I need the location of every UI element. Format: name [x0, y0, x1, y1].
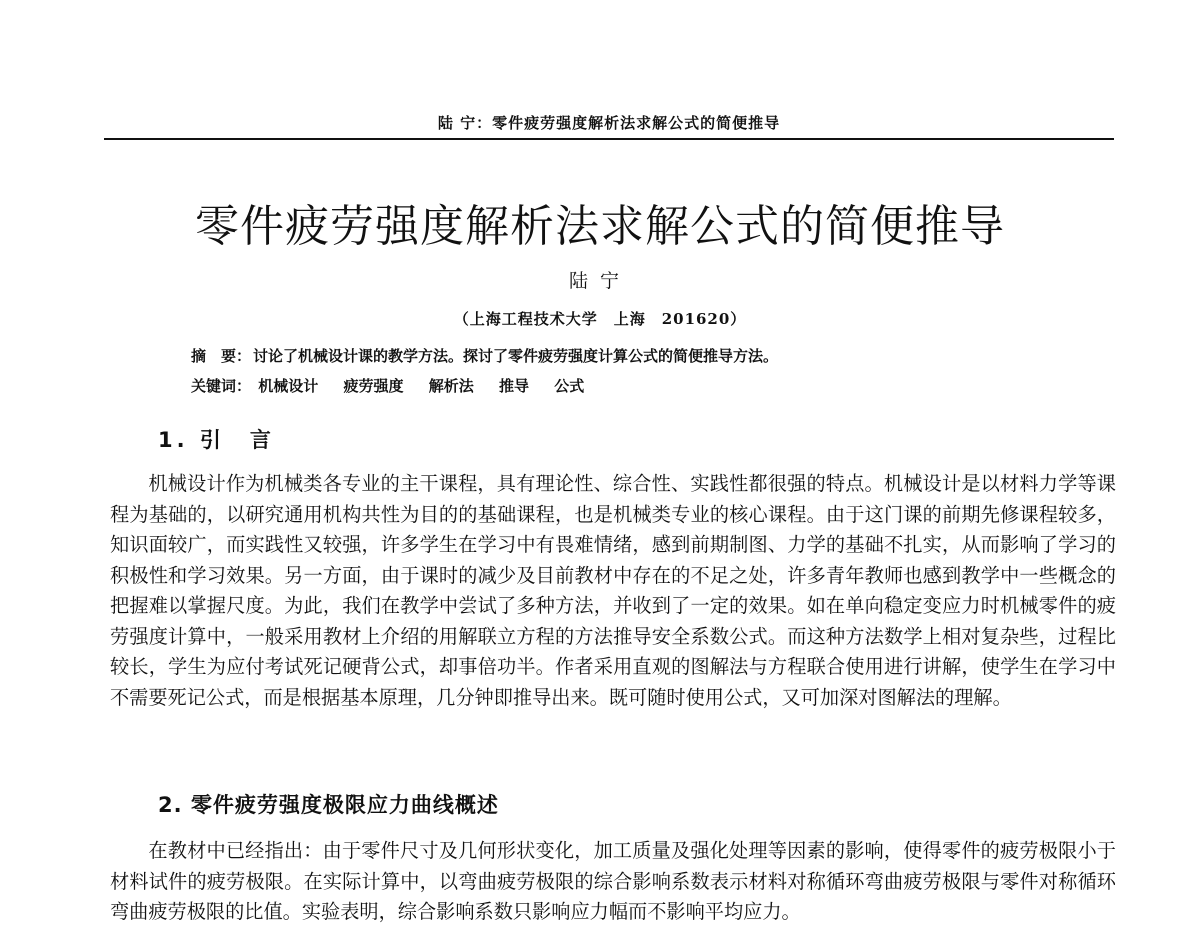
section-heading-overview: 2. 零件疲劳强度极限应力曲线概述 — [158, 793, 499, 817]
keyword: 疲劳强度 — [343, 377, 404, 395]
keywords-label: 关键词： — [191, 377, 252, 395]
abstract-text: 讨论了机械设计课的教学方法。探讨了零件疲劳强度计算公式的简便推导方法。 — [253, 347, 779, 365]
running-header: 陆 宁：零件疲劳强度解析法求解公式的简便推导 — [437, 114, 781, 132]
keyword: 公式 — [554, 377, 585, 395]
author: 陆宁 — [568, 270, 631, 292]
header-rule — [104, 138, 1114, 140]
keyword: 推导 — [499, 377, 530, 395]
section-paragraph: 机械设计作为机械类各专业的主干课程，具有理论性、综合性、实践性都很强的特点。机械设计是以材料力学等课程为基础的，以研究通用机构共性为目的的基础课程，也是机械类专业的核心课程。由于这门课的前期先修课程较多，知识面较广，而实践性又较强，许多学生在学习中有畏难情绪，感到前期制图、力学的基础不扎实，从而影响了学习的积极性和学习效果。另一方面，由于课时的减少及目前教材中存在的不足之处，许多青年教师也感到教学中一些概念的把握难以掌握尺度。为此，我们在教学中尝试了多种方法，并收到了一定的效果。如在单向稳定变应力时机械零件的疲劳强度计算中，一般采用教材上介绍的用解联立方程的方法推导安全系数公式。而这种方法数学上相对复杂些，过程比较长，学生为应付考试死记硬背公式，却事倍功半。作者采用直观的图解法与方程联合使用进行讲解，使学生在学习中不需要死记公式，而是根据基本原理，几分钟即推导出来。既可随时使用公式，又可加深对图解法的理解。 — [110, 472, 1116, 709]
affiliation: （上海工程技术大学 上海 201620） — [453, 310, 747, 328]
paper-title: 零件疲劳强度解析法求解公式的简便推导 — [195, 201, 1005, 252]
keyword: 机械设计 — [258, 377, 319, 395]
keywords — [191, 375, 1111, 396]
abstract — [191, 345, 1111, 366]
abstract-label: 摘 要： — [191, 347, 252, 365]
section-paragraph: 在教材中已经指出：由于零件尺寸及几何形状变化，加工质量及强化处理等因素的影响，使得零件的疲劳极限小于材料试件的疲劳极限。在实际计算中，以弯曲疲劳极限的综合影响系数表示材料对称循环弯曲疲劳极限与零件对称循环弯曲疲劳极限的比值。实验表明，综合影响系数只影响应力幅而不影响平均应力。 — [110, 839, 1116, 923]
keyword: 解析法 — [428, 377, 474, 395]
section-heading-introduction: 1. 引 言 — [158, 428, 275, 452]
